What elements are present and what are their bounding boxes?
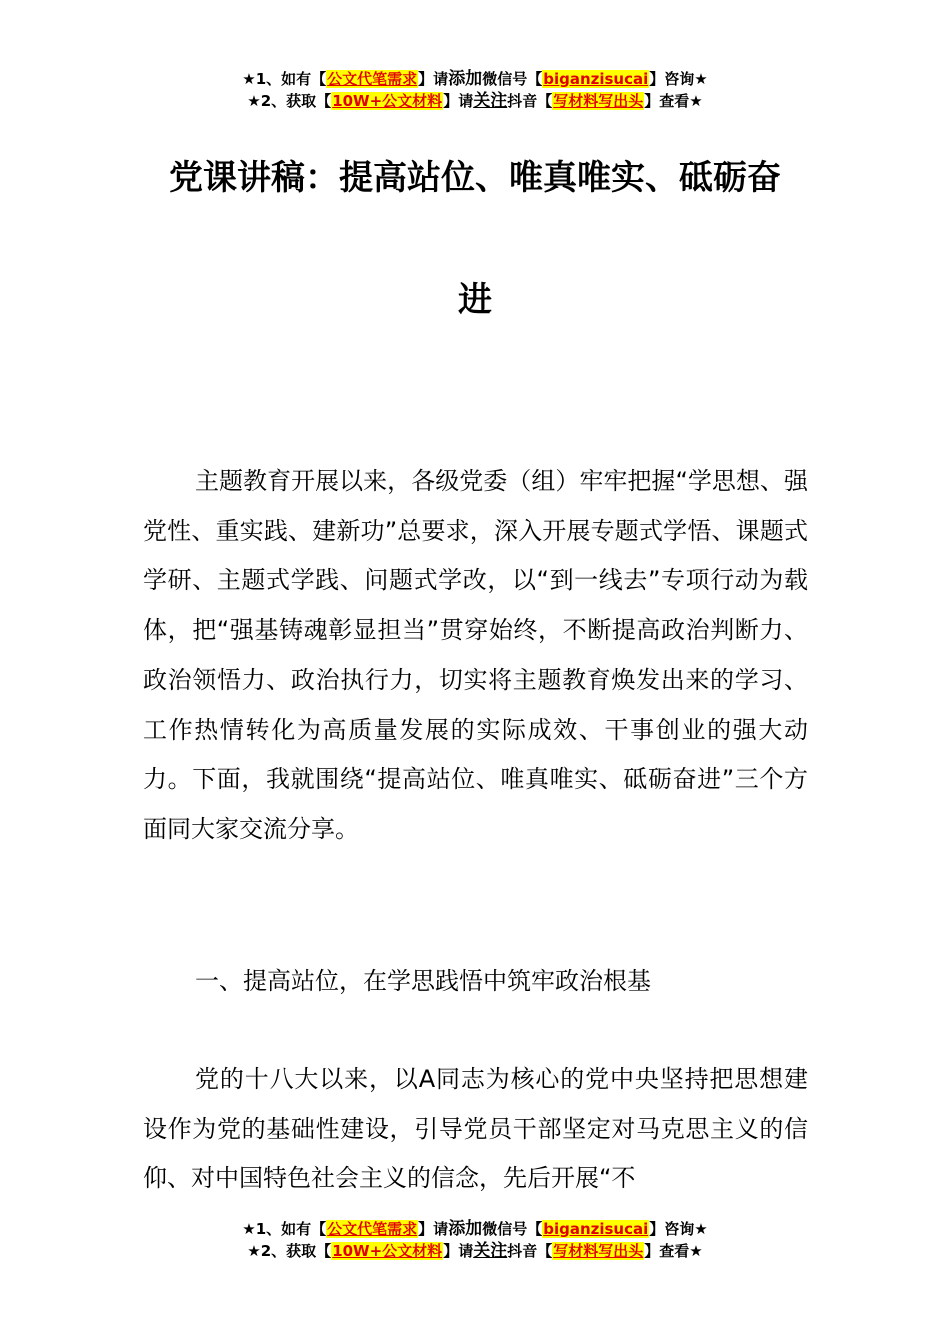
top-banner bbox=[0, 68, 950, 112]
highlight-service: 公文代笔需求 bbox=[327, 70, 418, 88]
highlight-materials: 10W+公文材料 bbox=[332, 1242, 443, 1260]
highlight-materials: 10W+公文材料 bbox=[332, 92, 443, 110]
banner-line-2: ★2、获取【10W+公文材料】请关注抖音【写材料写出头】查看★ bbox=[247, 91, 703, 111]
highlight-wechat-id: biganzisucai bbox=[543, 1220, 649, 1238]
highlight-douyin-id: 写材料写出头 bbox=[553, 92, 644, 110]
document-title-line-2: 进 bbox=[458, 280, 492, 320]
banner-line-1: ★1、如有【公文代笔需求】请添加微信号【biganzisucai】咨询★ bbox=[242, 69, 708, 89]
banner-line-1: ★1、如有【公文代笔需求】请添加微信号【biganzisucai】咨询★ bbox=[242, 1219, 708, 1239]
bottom-banner bbox=[0, 1218, 950, 1262]
section-1-paragraph: 党的十八大以来，以A同志为核心的党中央坚持把思想建设作为党的基础性建设，引导党员干部坚定对马克思主义的信仰、对中国特色社会主义的信念，先后开展“不 bbox=[143, 1065, 808, 1193]
section-1-heading: 一、提高站位，在学思践悟中筑牢政治根基 bbox=[195, 967, 651, 995]
document-title-line-1: 党课讲稿：提高站位、唯真唯实、砥砺奋 bbox=[169, 158, 781, 198]
highlight-service: 公文代笔需求 bbox=[327, 1220, 418, 1238]
intro-paragraph: 主题教育开展以来，各级党委（组）牢牢把握“学思想、强党性、重实践、建新功”总要求，深入开展专题式学悟、课题式学研、主题式学践、问题式学改，以“到一线去”专项行动为载体，把“强基铸魂彰显担当”贯穿始终，不断提高政治判断力、政治领悟力、政治执行力，切实将主题教育焕发出来的学习、工作热情转化为高质量发展的实际成效、干事创业的强大动力。下面，我就围绕“提高站位、唯真唯实、砥砺奋进”三个方面同大家交流分享。 bbox=[143, 467, 808, 843]
highlight-douyin-id: 写材料写出头 bbox=[553, 1242, 644, 1260]
highlight-wechat-id: biganzisucai bbox=[543, 70, 649, 88]
banner-line-2: ★2、获取【10W+公文材料】请关注抖音【写材料写出头】查看★ bbox=[247, 1241, 703, 1261]
